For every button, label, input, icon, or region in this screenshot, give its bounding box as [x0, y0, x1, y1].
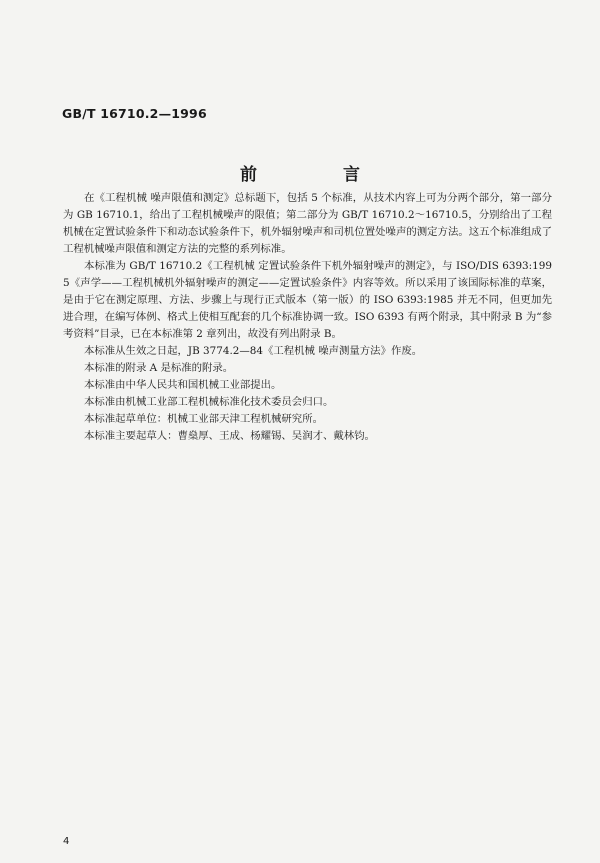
paragraph: 在《工程机械 噪声限值和测定》总标题下，包括 5 个标准，从技术内容上可为分两个部分，第一部分为 GB 16710.1，给出了工程机械噪声的限值；第二部分为 GB/T 16710.2～16710.5，分别给出了工程机械在定置试验条件下和动态试验条件下，机外辐射噪声和司机位置处噪声的测定方法。这五个标准组成了工程机械噪声限值和测定方法的完整的系列标准。: [63, 192, 552, 255]
paragraph: 本标准起草单位：机械工业部天津工程机械研究所。: [84, 413, 323, 425]
paragraph: 本标准为 GB/T 16710.2《工程机械 定置试验条件下机外辐射噪声的测定》，与 ISO/DIS 6393:1995《声学——工程机械机外辐射噪声的测定——定置试验条件》内容等效。所以采用了该国际标准的草案，是由于它在测定原理、方法、步骤上与现行正式版本（第一版）的 ISO 6393:1985 并无不同，但更加先进合理，在编写体例、格式上使相互配套的几个标准协调一致。ISO 6393 有两个附录，其中附录 B 为“参考资料”目录，已在本标准第 2 章列出，故没有列出附录 B。: [63, 260, 552, 340]
page-title: 前 言: [240, 165, 400, 185]
foreword-body: [63, 190, 552, 445]
paragraph: 本标准由机械工业部工程机械标准化技术委员会归口。: [84, 396, 334, 408]
paragraph: 本标准的附录 A 是标准的附录。: [84, 362, 234, 374]
paragraph: 本标准从生效之日起，JB 3774.2—84《工程机械 噪声测量方法》作废。: [84, 345, 423, 357]
paragraph: 本标准由中华人民共和国机械工业部提出。: [84, 379, 282, 391]
standard-number: GB/T 16710.2—1996: [62, 106, 207, 121]
paragraph: 本标准主要起草人：曹燊厚、王成、杨耀锡、吴润才、戴林钧。: [84, 430, 375, 442]
page-number: 4: [63, 836, 70, 847]
